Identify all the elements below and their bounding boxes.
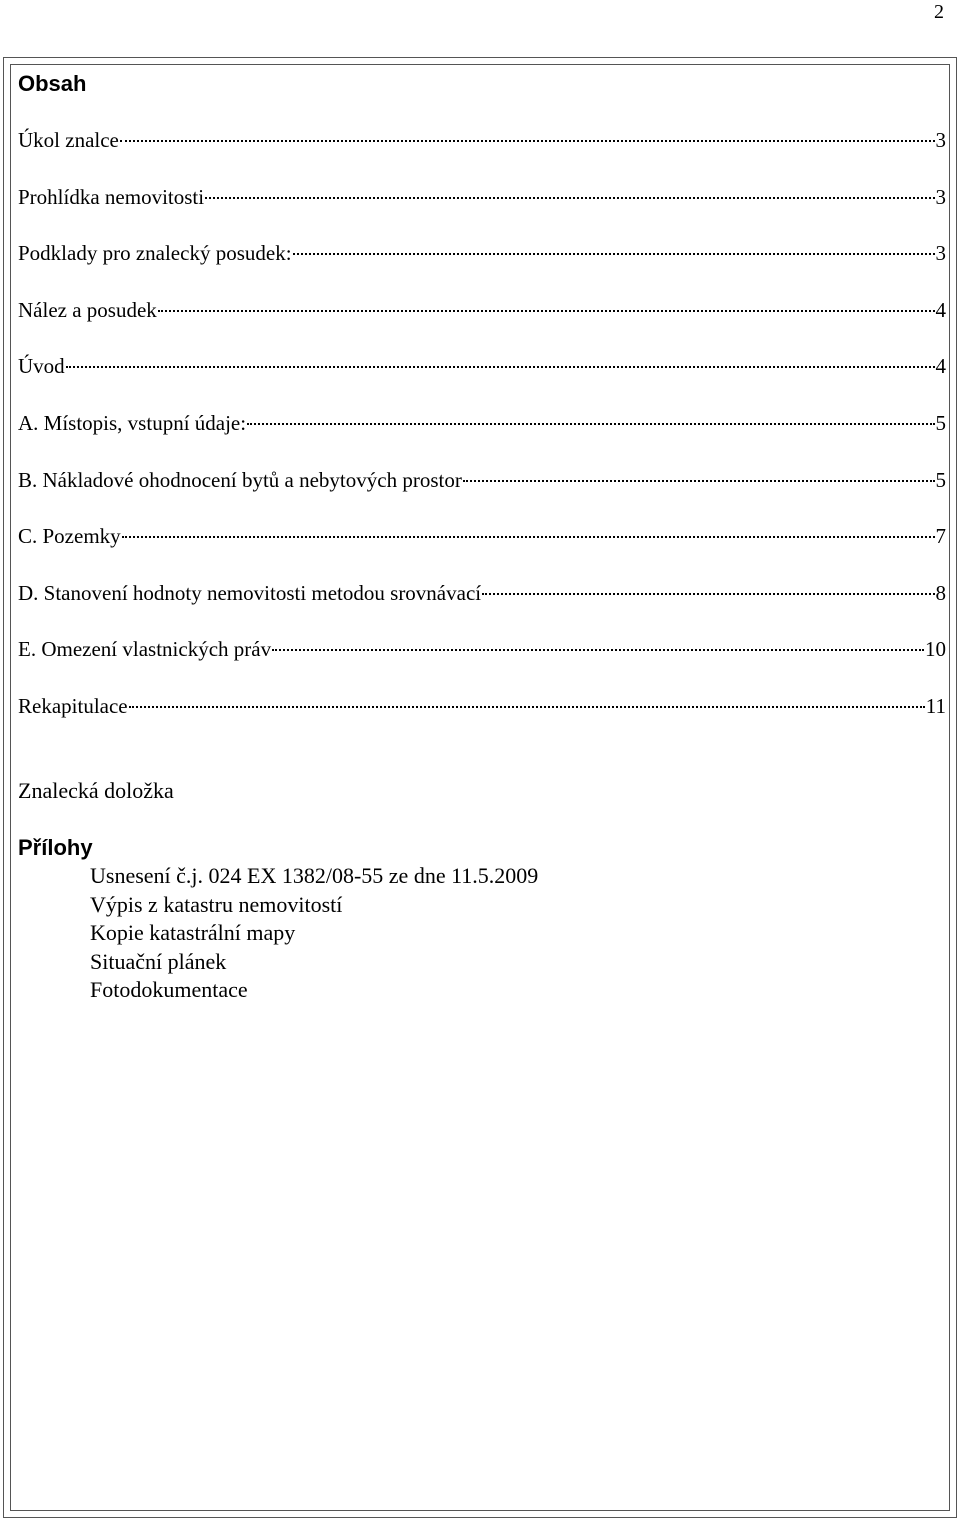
toc-entry-page: 11 <box>925 693 946 718</box>
toc-entry-page: 8 <box>935 580 946 605</box>
toc-entry-label: Úvod <box>18 354 65 379</box>
toc-entry-label: Úkol znalce <box>18 128 119 152</box>
toc-entry-label: E. Omezení vlastnických práv <box>18 637 272 662</box>
toc-entry-label: D. Stanovení hodnoty nemovitosti metodou srovnávací <box>18 580 482 605</box>
toc-entry[interactable] <box>18 635 946 692</box>
annex-item: Usnesení č.j. 024 EX 1382/08-55 ze dne 11.5.2009 <box>90 863 539 888</box>
toc-entry[interactable] <box>18 183 946 240</box>
annex-item: Fotodokumentace <box>90 977 248 1002</box>
toc-entry-page: 3 <box>935 184 946 209</box>
page-number: 2 <box>934 1 944 23</box>
toc-entry-label: B. Nákladové ohodnocení bytů a nebytových prostor <box>18 467 462 492</box>
toc-dot-leader <box>247 422 934 425</box>
toc-dot-leader <box>272 648 924 651</box>
toc-entry-page: 3 <box>935 128 946 152</box>
toc-entry-label: Nález a posudek <box>18 297 157 322</box>
annex-item: Kopie katastrální mapy <box>90 920 296 945</box>
toc-entry-page: 4 <box>935 354 946 379</box>
toc-entry-label: Prohlídka nemovitosti <box>18 184 205 209</box>
toc-dot-leader <box>66 365 935 368</box>
toc-dot-leader <box>463 479 935 482</box>
toc-entry[interactable] <box>18 352 946 409</box>
toc-entry[interactable] <box>18 692 946 749</box>
toc-dot-leader <box>482 592 934 595</box>
toc-dot-leader <box>293 252 935 255</box>
annex-item: Situační plánek <box>90 948 227 974</box>
toc-dot-leader <box>205 196 934 199</box>
expert-clause-heading: Znalecká doložka <box>18 778 174 803</box>
toc-entry-page: 4 <box>935 297 946 322</box>
annexes-title: Přílohy <box>18 835 93 860</box>
toc-entry-label: C. Pozemky <box>18 524 121 549</box>
toc-entry[interactable] <box>18 126 946 183</box>
toc-dot-leader <box>122 535 935 538</box>
toc-entry-label: Podklady pro znalecký posudek: <box>18 241 292 266</box>
toc-entry-page: 10 <box>925 637 946 662</box>
toc-entry-page: 5 <box>935 410 946 435</box>
toc-entry[interactable] <box>18 522 946 579</box>
toc-entry-page: 7 <box>935 524 946 549</box>
toc-entry-page: 5 <box>935 467 946 492</box>
toc-dot-leader <box>158 309 935 312</box>
toc-list <box>18 126 946 749</box>
annexes-list <box>90 862 538 1005</box>
toc-entry-page: 3 <box>935 241 946 266</box>
toc-dot-leader <box>129 705 925 708</box>
toc-entry[interactable] <box>18 579 946 636</box>
toc-entry-label: A. Místopis, vstupní údaje: <box>18 410 247 435</box>
toc-title: Obsah <box>18 71 87 96</box>
toc-dot-leader <box>120 139 935 142</box>
toc-entry[interactable] <box>18 409 946 466</box>
toc-entry[interactable] <box>18 466 946 523</box>
toc-entry[interactable] <box>18 296 946 353</box>
annex-item: Výpis z katastru nemovitostí <box>90 891 343 917</box>
toc-entry-label: Rekapitulace <box>18 693 128 718</box>
toc-entry[interactable] <box>18 239 946 296</box>
